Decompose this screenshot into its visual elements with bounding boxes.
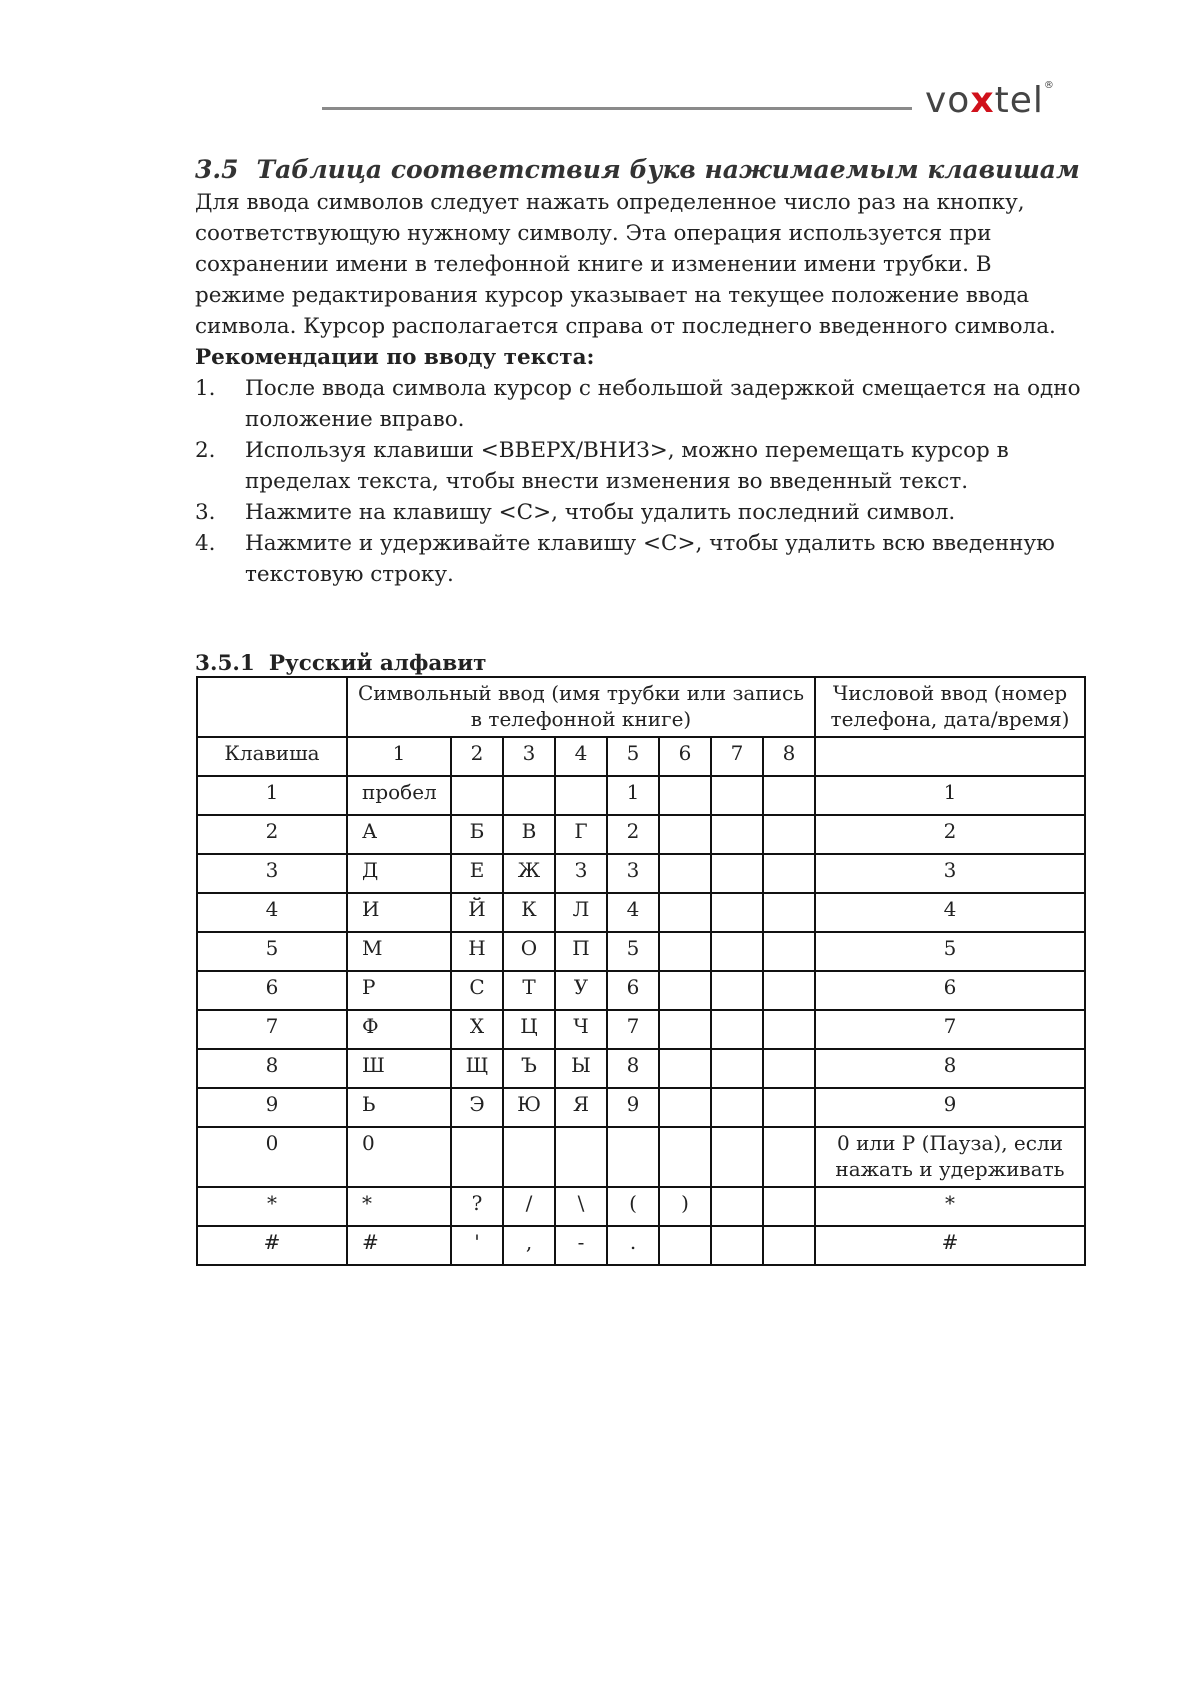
char-cell xyxy=(711,1187,763,1226)
section-number: 3.5 xyxy=(195,155,239,184)
char-cell xyxy=(763,776,815,815)
key-cell: 6 xyxy=(197,971,347,1010)
table-row xyxy=(197,893,1085,932)
table-row xyxy=(197,1187,1085,1226)
char-cell xyxy=(659,971,711,1010)
press-header: 7 xyxy=(711,737,763,776)
table-row xyxy=(197,1010,1085,1049)
char-cell: ( xyxy=(607,1187,659,1226)
table-row xyxy=(197,776,1085,815)
char-cell xyxy=(763,854,815,893)
numeric-cell: * xyxy=(815,1187,1085,1226)
char-cell xyxy=(763,1187,815,1226)
numeric-cell: 3 xyxy=(815,854,1085,893)
press-header: 1 xyxy=(347,737,451,776)
char-cell xyxy=(555,1127,607,1187)
char-cell: # xyxy=(347,1226,451,1265)
numeric-cell: # xyxy=(815,1226,1085,1265)
key-cell: * xyxy=(197,1187,347,1226)
char-cell xyxy=(659,932,711,971)
key-cell: 2 xyxy=(197,815,347,854)
char-cell xyxy=(503,776,555,815)
key-cell: 7 xyxy=(197,1010,347,1049)
numeric-cell: 0 или P (Пауза), если нажать и удерживать xyxy=(815,1127,1085,1187)
key-cell: 4 xyxy=(197,893,347,932)
list-item: 4. Нажмите и удерживайте клавишу <C>, чтобы удалить всю введенную текстовую строку. xyxy=(195,531,1055,587)
table-row xyxy=(197,1127,1085,1187)
char-cell xyxy=(659,854,711,893)
key-cell: 9 xyxy=(197,1088,347,1127)
header-rule xyxy=(322,107,912,110)
intro-paragraph: Для ввода символов следует нажать определенное число раз на кнопку, соответствующую нужному символу. Эта операция используется при сохранении имени в телефонной книге и изменении имени трубки. В режиме редактирования курсор указывает на текущее положение ввода символа. Курсор располагается справа от последнего введенного символа. xyxy=(195,190,1056,339)
symbolic-input-header: Символьный ввод (имя трубки или запись в телефонной книге) xyxy=(347,677,815,737)
tips-list xyxy=(195,373,1085,590)
table-row xyxy=(197,932,1085,971)
char-cell: \ xyxy=(555,1187,607,1226)
char-cell: Д xyxy=(347,854,451,893)
char-cell xyxy=(607,1127,659,1187)
char-cell: Ч xyxy=(555,1010,607,1049)
char-cell xyxy=(711,971,763,1010)
char-cell xyxy=(555,776,607,815)
press-header: 2 xyxy=(451,737,503,776)
char-cell: Ъ xyxy=(503,1049,555,1088)
char-cell xyxy=(763,971,815,1010)
key-cell: 5 xyxy=(197,932,347,971)
char-cell: П xyxy=(555,932,607,971)
char-cell: Г xyxy=(555,815,607,854)
char-cell: Ф xyxy=(347,1010,451,1049)
numeric-cell: 9 xyxy=(815,1088,1085,1127)
char-cell: А xyxy=(347,815,451,854)
char-cell: Н xyxy=(451,932,503,971)
char-cell xyxy=(763,893,815,932)
press-header: 4 xyxy=(555,737,607,776)
char-cell: 6 xyxy=(607,971,659,1010)
char-cell xyxy=(711,854,763,893)
recommendations-title: Рекомендации по вводу текста: xyxy=(195,345,595,370)
char-cell xyxy=(659,1049,711,1088)
section-title xyxy=(195,155,1085,185)
key-cell: 0 xyxy=(197,1127,347,1187)
list-item: 3. Нажмите на клавишу <C>, чтобы удалить последний символ. xyxy=(195,500,956,525)
key-cell: 3 xyxy=(197,854,347,893)
char-cell: Ш xyxy=(347,1049,451,1088)
char-cell: Х xyxy=(451,1010,503,1049)
key-cell: 8 xyxy=(197,1049,347,1088)
char-cell xyxy=(711,1049,763,1088)
char-cell xyxy=(763,1226,815,1265)
char-cell: Я xyxy=(555,1088,607,1127)
char-cell: Л xyxy=(555,893,607,932)
key-column-header: Клавиша xyxy=(197,737,347,776)
press-header: 5 xyxy=(607,737,659,776)
char-cell: . xyxy=(607,1226,659,1265)
subsection-number: 3.5.1 xyxy=(195,651,255,676)
char-cell: Ы xyxy=(555,1049,607,1088)
char-cell: Р xyxy=(347,971,451,1010)
char-cell: Ц xyxy=(503,1010,555,1049)
char-cell xyxy=(711,815,763,854)
numeric-cell: 4 xyxy=(815,893,1085,932)
char-cell xyxy=(503,1127,555,1187)
char-cell: С xyxy=(451,971,503,1010)
char-cell xyxy=(659,1127,711,1187)
char-cell: пробел xyxy=(347,776,451,815)
numeric-cell: 6 xyxy=(815,971,1085,1010)
numeric-cell: 8 xyxy=(815,1049,1085,1088)
char-cell xyxy=(711,1127,763,1187)
char-cell xyxy=(659,1088,711,1127)
char-cell: В xyxy=(503,815,555,854)
char-cell xyxy=(659,893,711,932)
char-cell: Й xyxy=(451,893,503,932)
char-cell: 2 xyxy=(607,815,659,854)
numeric-cell: 1 xyxy=(815,776,1085,815)
char-cell: 4 xyxy=(607,893,659,932)
char-cell: Ь xyxy=(347,1088,451,1127)
char-cell: , xyxy=(503,1226,555,1265)
char-cell xyxy=(763,1088,815,1127)
corner-cell xyxy=(197,677,347,737)
table-row xyxy=(197,1088,1085,1127)
char-cell xyxy=(711,932,763,971)
russian-alphabet-table xyxy=(196,676,1086,1266)
list-item: 2. Используя клавиши <ВВЕРХ/ВНИЗ>, можно перемещать курсор в пределах текста, чтобы внести изменения во введенный текст. xyxy=(195,438,1009,494)
char-cell: 7 xyxy=(607,1010,659,1049)
char-cell: * xyxy=(347,1187,451,1226)
page-content xyxy=(195,155,1085,679)
char-cell xyxy=(659,776,711,815)
table-row xyxy=(197,1049,1085,1088)
char-cell: ' xyxy=(451,1226,503,1265)
char-cell xyxy=(659,1010,711,1049)
numeric-cell: 5 xyxy=(815,932,1085,971)
press-header: 8 xyxy=(763,737,815,776)
char-cell: Ю xyxy=(503,1088,555,1127)
char-cell xyxy=(711,1226,763,1265)
char-cell xyxy=(711,1088,763,1127)
char-cell xyxy=(451,776,503,815)
char-cell xyxy=(451,1127,503,1187)
table-subheader-row xyxy=(197,737,1085,776)
table-row xyxy=(197,815,1085,854)
char-cell: - xyxy=(555,1226,607,1265)
char-cell: К xyxy=(503,893,555,932)
section-title-text: Таблица соответствия букв нажимаемым клавишам xyxy=(256,155,1080,184)
char-cell: Э xyxy=(451,1088,503,1127)
press-header: 6 xyxy=(659,737,711,776)
char-cell xyxy=(711,1010,763,1049)
voxtel-logo: voxtel® xyxy=(925,80,1055,121)
numeric-subheader xyxy=(815,737,1085,776)
char-cell xyxy=(763,1127,815,1187)
char-cell: Е xyxy=(451,854,503,893)
char-cell xyxy=(763,815,815,854)
key-cell: # xyxy=(197,1226,347,1265)
key-cell: 1 xyxy=(197,776,347,815)
char-cell: 5 xyxy=(607,932,659,971)
char-cell: Щ xyxy=(451,1049,503,1088)
char-cell: Т xyxy=(503,971,555,1010)
table-row xyxy=(197,854,1085,893)
numeric-cell: 7 xyxy=(815,1010,1085,1049)
char-cell: 0 xyxy=(347,1127,451,1187)
char-cell xyxy=(711,776,763,815)
char-cell xyxy=(711,893,763,932)
char-cell: ? xyxy=(451,1187,503,1226)
list-item: 1. После ввода символа курсор с небольшой задержкой смещается на одно положение вправо. xyxy=(195,376,1081,432)
char-cell xyxy=(659,1226,711,1265)
char-cell xyxy=(763,1049,815,1088)
numeric-input-header: Числовой ввод (номер телефона, дата/время) xyxy=(815,677,1085,737)
subsection-title: 3.5.1 Русский алфавит xyxy=(195,651,487,676)
char-cell: 8 xyxy=(607,1049,659,1088)
char-cell: 1 xyxy=(607,776,659,815)
char-cell xyxy=(763,932,815,971)
press-header: 3 xyxy=(503,737,555,776)
char-cell: 9 xyxy=(607,1088,659,1127)
char-cell: 3 xyxy=(607,854,659,893)
table-header-row xyxy=(197,677,1085,737)
char-cell: М xyxy=(347,932,451,971)
char-cell: О xyxy=(503,932,555,971)
char-cell xyxy=(659,815,711,854)
table-row xyxy=(197,1226,1085,1265)
char-cell: З xyxy=(555,854,607,893)
char-cell: / xyxy=(503,1187,555,1226)
numeric-cell: 2 xyxy=(815,815,1085,854)
char-cell: Ж xyxy=(503,854,555,893)
char-cell xyxy=(763,1010,815,1049)
table-row xyxy=(197,971,1085,1010)
char-cell: У xyxy=(555,971,607,1010)
char-cell: И xyxy=(347,893,451,932)
char-cell: Б xyxy=(451,815,503,854)
char-cell: ) xyxy=(659,1187,711,1226)
